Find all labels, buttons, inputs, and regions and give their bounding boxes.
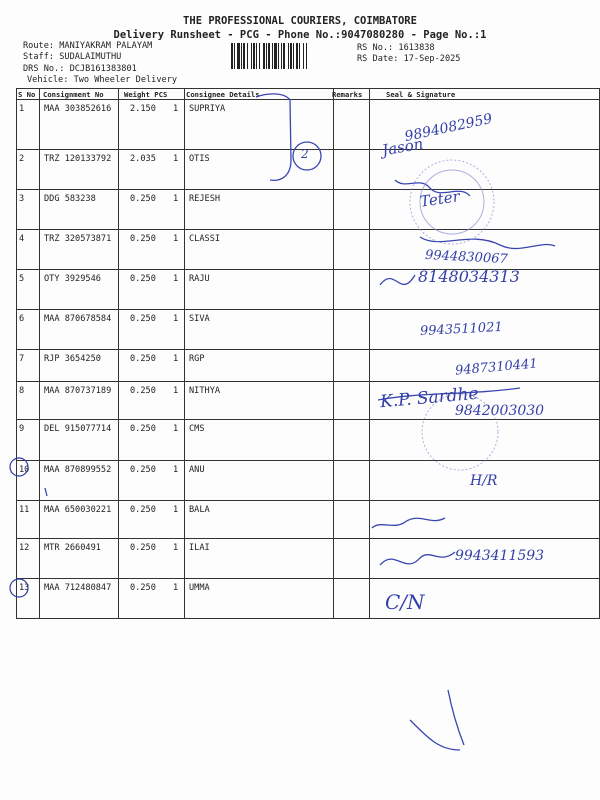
- row-pcs: 1: [173, 424, 179, 434]
- row-weight: 2.150: [130, 104, 156, 114]
- row-pcs: 1: [173, 543, 179, 553]
- row-pcs: 1: [173, 465, 179, 475]
- row-sno: 8: [19, 386, 25, 396]
- row-consignment-no: DDG 583238: [44, 194, 96, 204]
- hand-cn: C/N: [385, 590, 425, 614]
- hand-circled-2: 2: [301, 147, 309, 161]
- rs-number: RS No.: 1613838: [357, 43, 435, 53]
- route-label: Route: MANIYAKRAM PALAYAM: [23, 41, 153, 51]
- row-consignment-no: MAA 870737189: [44, 386, 112, 396]
- row-pcs: 1: [173, 386, 179, 396]
- row-weight: 2.035: [130, 154, 156, 164]
- drs-number: DRS No.: DCJB161383801: [23, 64, 137, 74]
- row-consignee: ANU: [189, 465, 205, 475]
- row-weight: 0.250: [130, 314, 156, 324]
- row-consignee: REJESH: [189, 194, 221, 204]
- row-consignee: RAJU: [189, 274, 210, 284]
- row-pcs: 1: [173, 583, 179, 593]
- row-consignee: SIVA: [189, 314, 210, 324]
- row-consignee: BALA: [189, 505, 210, 515]
- row-sno: 9: [19, 424, 25, 434]
- row-sno: 3: [19, 194, 25, 204]
- row-consignee: SUPRIYA: [189, 104, 226, 114]
- hand-signature-3: Teter: [418, 187, 461, 211]
- hand-name-8: K.P. Sardhe: [379, 383, 480, 413]
- row-weight: 0.250: [130, 583, 156, 593]
- row-consignee: UMMA: [189, 583, 210, 593]
- staff-label: Staff: SUDALAIMUTHU: [23, 52, 122, 62]
- row-sno: 7: [19, 354, 25, 364]
- row-consignment-no: MAA 303852616: [44, 104, 112, 114]
- company-title: THE PROFESSIONAL COURIERS, COIMBATORE: [183, 15, 417, 27]
- vehicle-label: Vehicle: Two Wheeler Delivery: [27, 75, 178, 85]
- row-pcs: 1: [173, 194, 179, 204]
- runsheet-subtitle: Delivery Runsheet - PCG - Phone No.:9047080280 - Page No.:1: [113, 29, 487, 41]
- hand-phone-8: 9842003030: [455, 403, 545, 419]
- row-sno: 5: [19, 274, 25, 284]
- header-consignment: Consignment No: [43, 90, 104, 99]
- row-consignment-no: MAA 870899552: [44, 465, 112, 475]
- runsheet-table: [16, 88, 600, 618]
- hand-phone-1: 9894082959: [403, 110, 494, 146]
- row-consignee: RGP: [189, 354, 205, 364]
- row-weight: 0.250: [130, 465, 156, 475]
- row-sno: 2: [19, 154, 25, 164]
- row-sno: 12: [19, 543, 30, 553]
- row-consignment-no: MAA 650030221: [44, 505, 112, 515]
- row-pcs: 1: [173, 154, 179, 164]
- row-consignment-no: TRZ 120133792: [44, 154, 112, 164]
- row-consignee: CMS: [189, 424, 205, 434]
- row-weight: 0.250: [130, 234, 156, 244]
- header-remarks: Remarks: [332, 90, 363, 99]
- row-sno: 1: [19, 104, 25, 114]
- header-weight-pcs: Weight PCS: [124, 90, 168, 99]
- row-consignment-no: TRZ 320573871: [44, 234, 112, 244]
- row-consignment-no: RJP 3654250: [44, 354, 101, 364]
- row-consignment-no: OTY 3929546: [44, 274, 101, 284]
- row-pcs: 1: [173, 234, 179, 244]
- row-pcs: 1: [173, 505, 179, 515]
- row-sno: 4: [19, 234, 25, 244]
- hand-phone-4: 9944830067: [424, 247, 509, 268]
- hand-phone-6: 9943511021: [419, 319, 504, 340]
- row-weight: 0.250: [130, 386, 156, 396]
- row-pcs: 1: [173, 104, 179, 114]
- row-consignment-no: DEL 915077714: [44, 424, 112, 434]
- hand-phone-12: 9943411593: [455, 548, 545, 564]
- row-pcs: 1: [173, 274, 179, 284]
- row-consignee: CLASSI: [189, 234, 221, 244]
- row-pcs: 1: [173, 314, 179, 324]
- hand-hr: H/R: [470, 473, 498, 489]
- row-consignment-no: MTR 2660491: [44, 543, 101, 553]
- row-consignment-no: MAA 870678584: [44, 314, 112, 324]
- row-weight: 0.250: [130, 354, 156, 364]
- hand-phone-7: 9487310441: [454, 356, 539, 379]
- row-consignment-no: MAA 712480847: [44, 583, 112, 593]
- hand-phone-5: 8148034313: [418, 267, 520, 286]
- row-sno: 10: [19, 465, 30, 475]
- row-consignee: OTIS: [189, 154, 210, 164]
- row-sno: 6: [19, 314, 25, 324]
- barcode: [231, 43, 353, 69]
- header-consignee: Consignee Details: [186, 90, 260, 99]
- row-consignee: NITHYA: [189, 386, 221, 396]
- hand-jason: Jason: [380, 134, 425, 160]
- row-sno: 13: [19, 583, 30, 593]
- header-seal-signature: Seal & Signature: [386, 90, 456, 99]
- row-sno: 11: [19, 505, 30, 515]
- rs-date: RS Date: 17-Sep-2025: [357, 54, 461, 64]
- header-sno: S No: [18, 90, 36, 99]
- row-weight: 0.250: [130, 194, 156, 204]
- row-weight: 0.250: [130, 543, 156, 553]
- row-weight: 0.250: [130, 424, 156, 434]
- row-weight: 0.250: [130, 505, 156, 515]
- row-consignee: ILAI: [189, 543, 210, 553]
- row-weight: 0.250: [130, 274, 156, 284]
- row-pcs: 1: [173, 354, 179, 364]
